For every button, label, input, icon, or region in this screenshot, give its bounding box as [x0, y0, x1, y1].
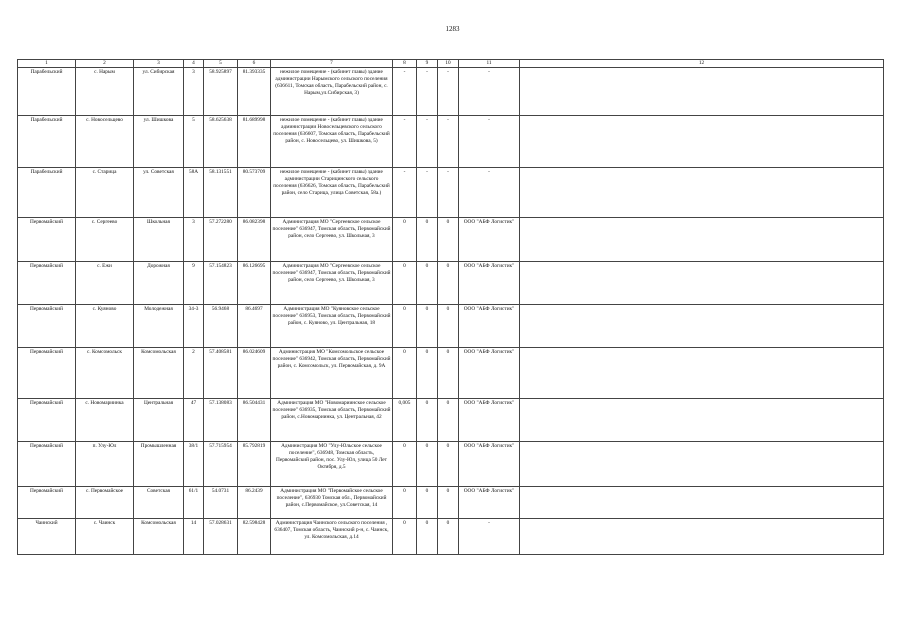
- col8-cell: -: [393, 67, 417, 115]
- house-cell: 34-3: [184, 304, 204, 347]
- registry-table: [17, 59, 884, 555]
- col9-cell: 0: [417, 441, 438, 486]
- street-cell: Молодежная: [134, 304, 184, 347]
- organization-cell: ООО "АБФ Логистик": [459, 261, 520, 304]
- column-header-7: 7: [271, 60, 393, 68]
- locality-cell: с. Первомайское: [76, 486, 134, 518]
- col12-cell: [520, 217, 884, 261]
- table-row: [18, 217, 884, 261]
- organization-cell: -: [459, 115, 520, 167]
- col12-cell: [520, 167, 884, 217]
- district-cell: Первомайский: [18, 441, 76, 486]
- house-cell: 47: [184, 398, 204, 441]
- longitude-cell: 86.126695: [238, 261, 271, 304]
- table-row: [18, 398, 884, 441]
- col9-cell: -: [417, 67, 438, 115]
- organization-cell: -: [459, 67, 520, 115]
- latitude-cell: 56.9468: [204, 304, 238, 347]
- latitude-cell: 58.625638: [204, 115, 238, 167]
- longitude-cell: 86.082398: [238, 217, 271, 261]
- locality-cell: п. Улу-Юл: [76, 441, 134, 486]
- address-cell: Администрация МО "Куяновское сельское поселение" 636953, Томская область, Первомайский район, с. Куяново, ул. Центральная, 18: [271, 304, 393, 347]
- longitude-cell: 85.792819: [238, 441, 271, 486]
- street-cell: Комсомольская: [134, 518, 184, 554]
- col12-cell: [520, 398, 884, 441]
- longitude-cell: 86.024609: [238, 347, 271, 398]
- district-cell: Чаинский: [18, 518, 76, 554]
- longitude-cell: 81.689998: [238, 115, 271, 167]
- col8-cell: 0,005: [393, 398, 417, 441]
- house-cell: 9: [184, 261, 204, 304]
- latitude-cell: 57.138083: [204, 398, 238, 441]
- house-cell: 58А: [184, 167, 204, 217]
- locality-cell: с. Нарым: [76, 67, 134, 115]
- organization-cell: ООО "АБФ Логистик": [459, 398, 520, 441]
- organization-cell: ООО "АБФ Логистик": [459, 441, 520, 486]
- column-header-11: 11: [459, 60, 520, 68]
- col9-cell: 0: [417, 486, 438, 518]
- house-cell: 5: [184, 115, 204, 167]
- street-cell: ул. Советская: [134, 167, 184, 217]
- col10-cell: 0: [438, 441, 459, 486]
- district-cell: Первомайский: [18, 261, 76, 304]
- district-cell: Парабельский: [18, 167, 76, 217]
- column-header-6: 6: [238, 60, 271, 68]
- organization-cell: -: [459, 518, 520, 554]
- column-header-4: 4: [184, 60, 204, 68]
- col10-cell: 0: [438, 261, 459, 304]
- latitude-cell: 58.925897: [204, 67, 238, 115]
- table-row: [18, 167, 884, 217]
- col10-cell: 0: [438, 398, 459, 441]
- district-cell: Первомайский: [18, 347, 76, 398]
- address-cell: Администрация МО "Комсомольское сельское поселение" 636942, Томская область, Первомайский район, с. Комсомольск, ул. Первомайская, д. 9А: [271, 347, 393, 398]
- column-header-9: 9: [417, 60, 438, 68]
- street-cell: Комсомольская: [134, 347, 184, 398]
- organization-cell: ООО "АБФ Логистик": [459, 304, 520, 347]
- house-cell: 2: [184, 347, 204, 398]
- table-row: [18, 115, 884, 167]
- street-cell: Советская: [134, 486, 184, 518]
- col9-cell: 0: [417, 347, 438, 398]
- latitude-cell: 57.408581: [204, 347, 238, 398]
- column-header-2: 2: [76, 60, 134, 68]
- column-header-1: 1: [18, 60, 76, 68]
- longitude-cell: 81.393335: [238, 67, 271, 115]
- longitude-cell: 86.2439: [238, 486, 271, 518]
- locality-cell: с. Новомариинка: [76, 398, 134, 441]
- house-cell: 61/1: [184, 486, 204, 518]
- latitude-cell: 57.272280: [204, 217, 238, 261]
- street-cell: Школьная: [134, 217, 184, 261]
- locality-cell: с. Сергеево: [76, 217, 134, 261]
- col8-cell: -: [393, 115, 417, 167]
- locality-cell: с. Старица: [76, 167, 134, 217]
- table-row: [18, 67, 884, 115]
- column-header-10: 10: [438, 60, 459, 68]
- street-cell: Центральная: [134, 398, 184, 441]
- col8-cell: 0: [393, 441, 417, 486]
- table-row: [18, 347, 884, 398]
- col12-cell: [520, 347, 884, 398]
- district-cell: Парабельский: [18, 115, 76, 167]
- locality-cell: с. Куяново: [76, 304, 134, 347]
- address-cell: нежилое помещение - (кабинет главы) здание администрации Новосельцевского сельского поселения (636607, Томская область, Парабельский район, с. Новосельцево, ул. Шишкова, 5): [271, 115, 393, 167]
- column-header-5: 5: [204, 60, 238, 68]
- col9-cell: 0: [417, 518, 438, 554]
- address-cell: Администрация МО "Новомариинское сельское поселение" 636935, Томская область, Первомайский район, с.Новомариинка, ул. Центральная, 42: [271, 398, 393, 441]
- address-cell: Администрация Чаинского сельского поселения , 636407, Томская область, Чаинский р-н, с. Чаинск, ул. Комсомольская, д.14: [271, 518, 393, 554]
- col10-cell: 0: [438, 518, 459, 554]
- longitude-cell: 86.504431: [238, 398, 271, 441]
- table-row: [18, 518, 884, 554]
- col12-cell: [520, 67, 884, 115]
- col12-cell: [520, 261, 884, 304]
- col10-cell: 0: [438, 304, 459, 347]
- table-row: [18, 441, 884, 486]
- longitude-cell: 86.4697: [238, 304, 271, 347]
- col9-cell: -: [417, 167, 438, 217]
- street-cell: ул. Сибирская: [134, 67, 184, 115]
- district-cell: Первомайский: [18, 486, 76, 518]
- col9-cell: 0: [417, 304, 438, 347]
- house-cell: 38/1: [184, 441, 204, 486]
- district-cell: Первомайский: [18, 398, 76, 441]
- address-cell: Администрация МО "Сергеевское сельское поселение" 636947, Томская область, Первомайский район, село Сергеево, ул. Школьная, 3: [271, 261, 393, 304]
- column-header-3: 3: [134, 60, 184, 68]
- col12-cell: [520, 518, 884, 554]
- house-cell: 3: [184, 217, 204, 261]
- district-cell: Парабельский: [18, 67, 76, 115]
- longitude-cell: 82.598428: [238, 518, 271, 554]
- locality-cell: с. Комсомольск: [76, 347, 134, 398]
- col8-cell: 0: [393, 518, 417, 554]
- longitude-cell: 80.573709: [238, 167, 271, 217]
- column-header-12: 12: [520, 60, 884, 68]
- district-cell: Первомайский: [18, 304, 76, 347]
- house-cell: 14: [184, 518, 204, 554]
- latitude-cell: 57.715954: [204, 441, 238, 486]
- col9-cell: -: [417, 115, 438, 167]
- latitude-cell: 58.131551: [204, 167, 238, 217]
- table-row: [18, 261, 884, 304]
- col8-cell: 0: [393, 217, 417, 261]
- col8-cell: 0: [393, 486, 417, 518]
- house-cell: 3: [184, 67, 204, 115]
- col10-cell: -: [438, 67, 459, 115]
- col10-cell: -: [438, 167, 459, 217]
- table-row: [18, 304, 884, 347]
- page-number: 1283: [445, 25, 460, 33]
- col12-cell: [520, 486, 884, 518]
- col10-cell: -: [438, 115, 459, 167]
- latitude-cell: 57.028631: [204, 518, 238, 554]
- col9-cell: 0: [417, 217, 438, 261]
- locality-cell: с. Ежи: [76, 261, 134, 304]
- address-cell: Администрация МО "Сергеевское сельское поселение" 636947, Томская область, Первомайский район, село Сергеево, ул. Школьная, 3: [271, 217, 393, 261]
- address-cell: Администрация МО "Первомайское сельское поселение", 636930 Томская обл., Первомайский район, с.Первомайское, ул.Советская, 14: [271, 486, 393, 518]
- col8-cell: -: [393, 167, 417, 217]
- col12-cell: [520, 304, 884, 347]
- col10-cell: 0: [438, 217, 459, 261]
- district-cell: Первомайский: [18, 217, 76, 261]
- column-header-8: 8: [393, 60, 417, 68]
- street-cell: ул. Шишкова: [134, 115, 184, 167]
- col9-cell: 0: [417, 398, 438, 441]
- address-cell: Администрация МО "Улу-Юльское сельское поселение", 636948, Томская область, Первомайский район, пос. Улу-Юл, улица 50 Лет Октября, д.5: [271, 441, 393, 486]
- col10-cell: 0: [438, 486, 459, 518]
- col12-cell: [520, 441, 884, 486]
- locality-cell: с. Чаинск: [76, 518, 134, 554]
- latitude-cell: 57.154823: [204, 261, 238, 304]
- table-header-row: [18, 60, 884, 68]
- street-cell: Дорожная: [134, 261, 184, 304]
- street-cell: Промышленная: [134, 441, 184, 486]
- organization-cell: ООО "АБФ Логистик": [459, 217, 520, 261]
- col10-cell: 0: [438, 347, 459, 398]
- col8-cell: 0: [393, 304, 417, 347]
- address-cell: нежилое помещение - (кабинет главы) здание администрации Старицинского сельского поселения (636626, Томская область, Парабельский район, село Старица, улица Советская, 58а.): [271, 167, 393, 217]
- locality-cell: с. Новосельцево: [76, 115, 134, 167]
- col9-cell: 0: [417, 261, 438, 304]
- organization-cell: -: [459, 167, 520, 217]
- table-row: [18, 486, 884, 518]
- col8-cell: 0: [393, 261, 417, 304]
- col12-cell: [520, 115, 884, 167]
- organization-cell: ООО "АБФ Логистик": [459, 486, 520, 518]
- address-cell: нежилое помещение - (кабинет главы) здание администрации Нарымского сельского поселения (636611, Томская область, Парабельский район, с. Нарым,ул.Сибирская, 3): [271, 67, 393, 115]
- latitude-cell: 54.0731: [204, 486, 238, 518]
- col8-cell: 0: [393, 347, 417, 398]
- table-body: [18, 67, 884, 554]
- organization-cell: ООО "АБФ Логистик": [459, 347, 520, 398]
